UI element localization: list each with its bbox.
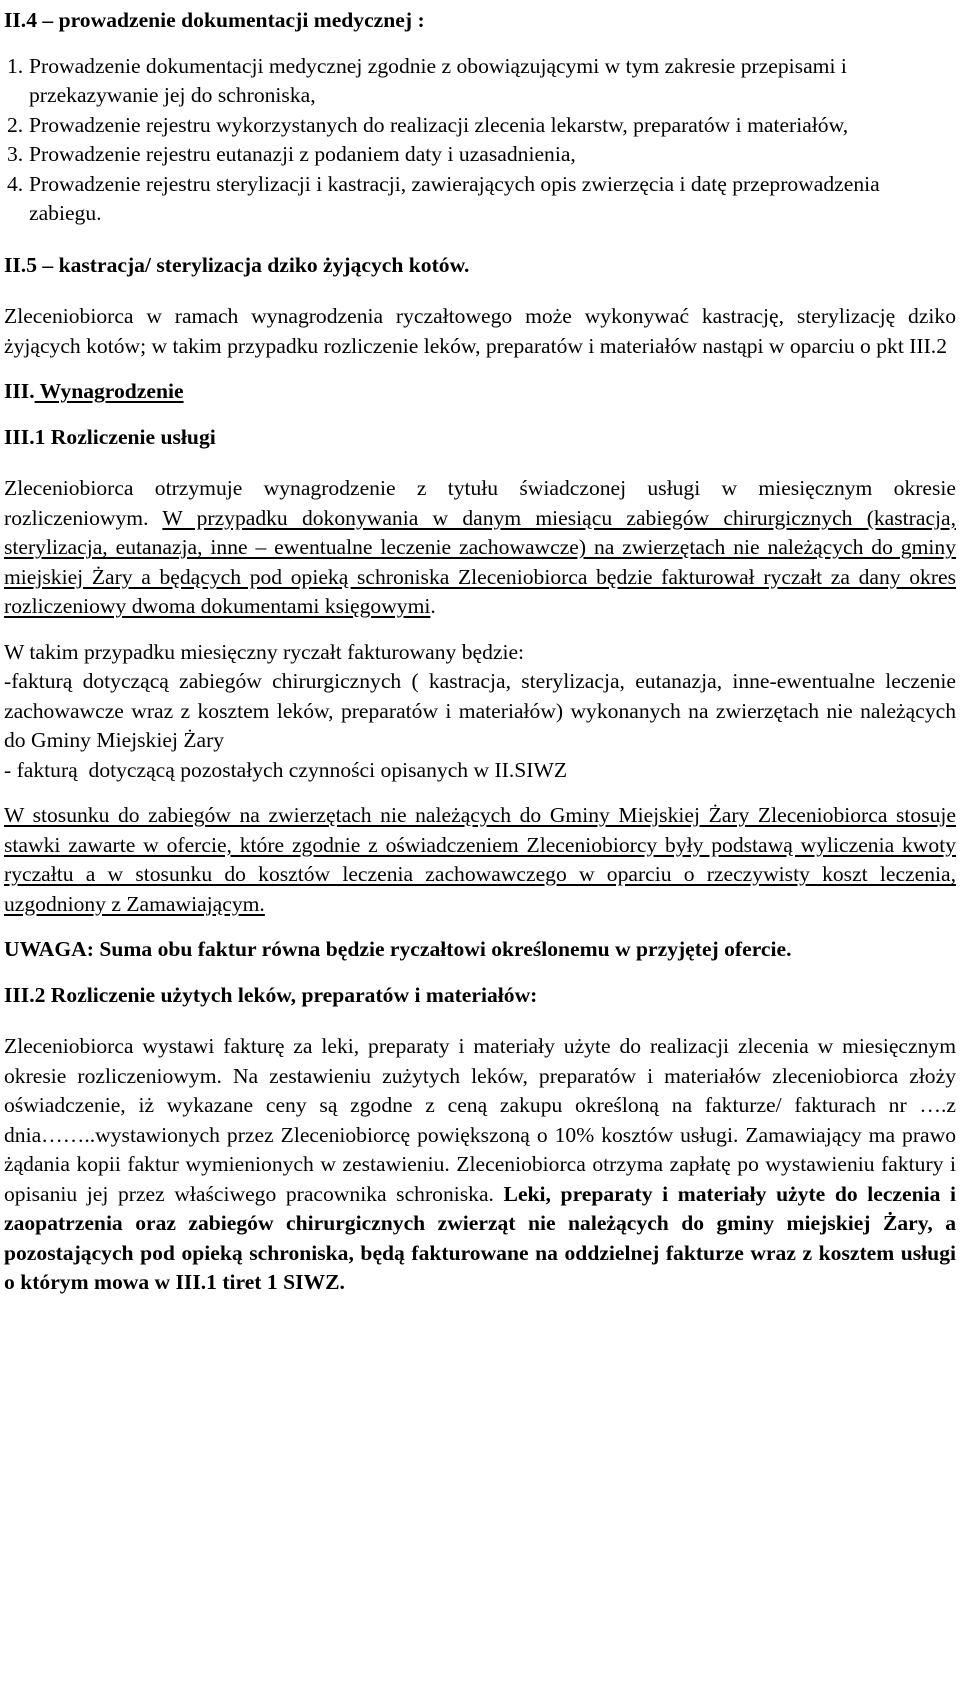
section-ii4-heading: II.4 – prowadzenie dokumentacji medycznej : bbox=[4, 8, 425, 32]
section-iii-heading-title: Wynagrodzenie bbox=[34, 379, 184, 403]
monthly-fee-intro: W takim przypadku miesięczny ryczałt fakturowany będzie: bbox=[4, 639, 525, 664]
paragraph-bold-text: Leki, preparaty i materiały użyte do leczenia i zaopatrzenia oraz zabiegów chirurgicznych zwierząt nie należących do gminy miejskiej Żary, a pozostających pod opieką schroniska, będą fakturowane na oddzielnej fakturze wraz z kosztem usługi o którym mowa w III.1 tiret 1 SIWZ. bbox=[4, 1181, 957, 1294]
section-ii5-heading: II.5 – kastracja/ sterylizacja dziko żyjących kotów. bbox=[4, 252, 470, 277]
list-item-number: 1. bbox=[7, 53, 24, 78]
list-item bbox=[4, 140, 956, 170]
list-item-text: Prowadzenie rejestru eutanazji z podaniem daty i uzasadnienia, bbox=[29, 142, 576, 166]
section-iii1-heading: III.1 Rozliczenie usługi bbox=[4, 424, 216, 449]
warning-note: UWAGA: Suma obu faktur równa będzie ryczałtowi określonemu w przyjętej ofercie. bbox=[4, 937, 792, 961]
list-item bbox=[4, 170, 956, 229]
list-item bbox=[4, 111, 956, 141]
list-item-text: Prowadzenie dokumentacji medycznej zgodnie z obowiązującymi w tym zakresie przepisami i przekazywanie jej do schroniska, bbox=[29, 53, 847, 107]
list-item-text: Prowadzenie rejestru sterylizacji i kastracji, zawierających opis zwierzęcia i datę przeprowadzenia zabiegu. bbox=[29, 171, 880, 225]
list-item-number: 3. bbox=[7, 142, 24, 166]
list-item bbox=[4, 52, 956, 111]
list-item-text: Prowadzenie rejestru wykorzystanych do realizacji zlecenia lekarstw, preparatów i materiałów, bbox=[29, 112, 849, 137]
paragraph-underlined-text: W przypadku dokonywania w danym miesiącu zabiegów chirurgicznych (kastracja, sterylizacja, eutanazja, inne – ewentualne leczenie zachowawcze) na zwierzętach nie należących do gminy miejskiej Żary a będących pod opieką schroniska Zleceniobiorca będzie fakturował ryczałt za dany okres rozliczeniowy dwoma dokumentami księgowymi bbox=[4, 505, 957, 618]
list-item-number: 4. bbox=[7, 171, 24, 196]
section-iii-heading bbox=[4, 377, 956, 407]
section-iii2-paragraph bbox=[4, 1032, 956, 1298]
section-iii2-heading: III.2 Rozliczenie użytych leków, preparatów i materiałów: bbox=[4, 982, 538, 1007]
documentation-list bbox=[4, 52, 956, 229]
paragraph-plain-text: Zleceniobiorca otrzymuje wynagrodzenie z tytułu świadczonej usługi w miesięcznym okresie rozliczeniowym. bbox=[4, 476, 956, 530]
section-iii-heading-prefix: III. bbox=[4, 379, 35, 403]
paragraph-end: . bbox=[430, 594, 436, 618]
section-ii5-paragraph: Zleceniobiorca w ramach wynagrodzenia ryczałtowego może wykonywać kastrację, sterylizację dziko żyjących kotów; w takim przypadku rozliczenie leków, preparatów i materiałów nastąpi w oparciu o pkt III.2 bbox=[4, 304, 956, 358]
invoice-other-line: - fakturą dotyczącą pozostałych czynności opisanych w II.SIWZ bbox=[4, 757, 568, 782]
section-iii1-paragraph bbox=[4, 474, 956, 622]
rates-paragraph: W stosunku do zabiegów na zwierzętach nie należących do Gminy Miejskiej Żary Zleceniobiorca stosuje stawki zawarte w ofercie, które zgodnie z oświadczeniem Zleceniobiorcy były podstawą wyliczenia kwoty ryczałtu a w stosunku do kosztów leczenia zachowawczego w oparciu o rzeczywisty koszt leczenia, uzgodniony z Zamawiającym. bbox=[4, 803, 956, 916]
paragraph-plain-text: Zleceniobiorca wystawi fakturę za leki, preparaty i materiały użyte do realizacji zlecenia w miesięcznym okresie rozliczeniowym. Na zestawieniu zużytych leków, preparatów i materiałów zleceniobiorca złoży oświadczenie, iż wykazane ceny są zgodne z ceną zakupu określoną na fakturze/ fakturach nr ….z dnia……..wystawionych przez Zleceniobiorcę powiększoną o 10% kosztów usługi. Zamawiający ma prawo żądania kopii faktur wymienionych w zestawieniu. Zleceniobiorca otrzyma zapłatę po wystawieniu faktury i opisaniu jej przez właściwego pracownika schroniska. bbox=[4, 1034, 956, 1206]
invoice-surgical-line: -fakturą dotyczącą zabiegów chirurgicznych ( kastracja, sterylizacja, eutanazja, inne-ewentualne leczenie zachowawcze wraz z kosztem leków, preparatów i materiałów) wykonanych na zwierzętach nie należących do Gminy Miejskiej Żary bbox=[4, 669, 956, 752]
list-item-number: 2. bbox=[7, 112, 24, 137]
